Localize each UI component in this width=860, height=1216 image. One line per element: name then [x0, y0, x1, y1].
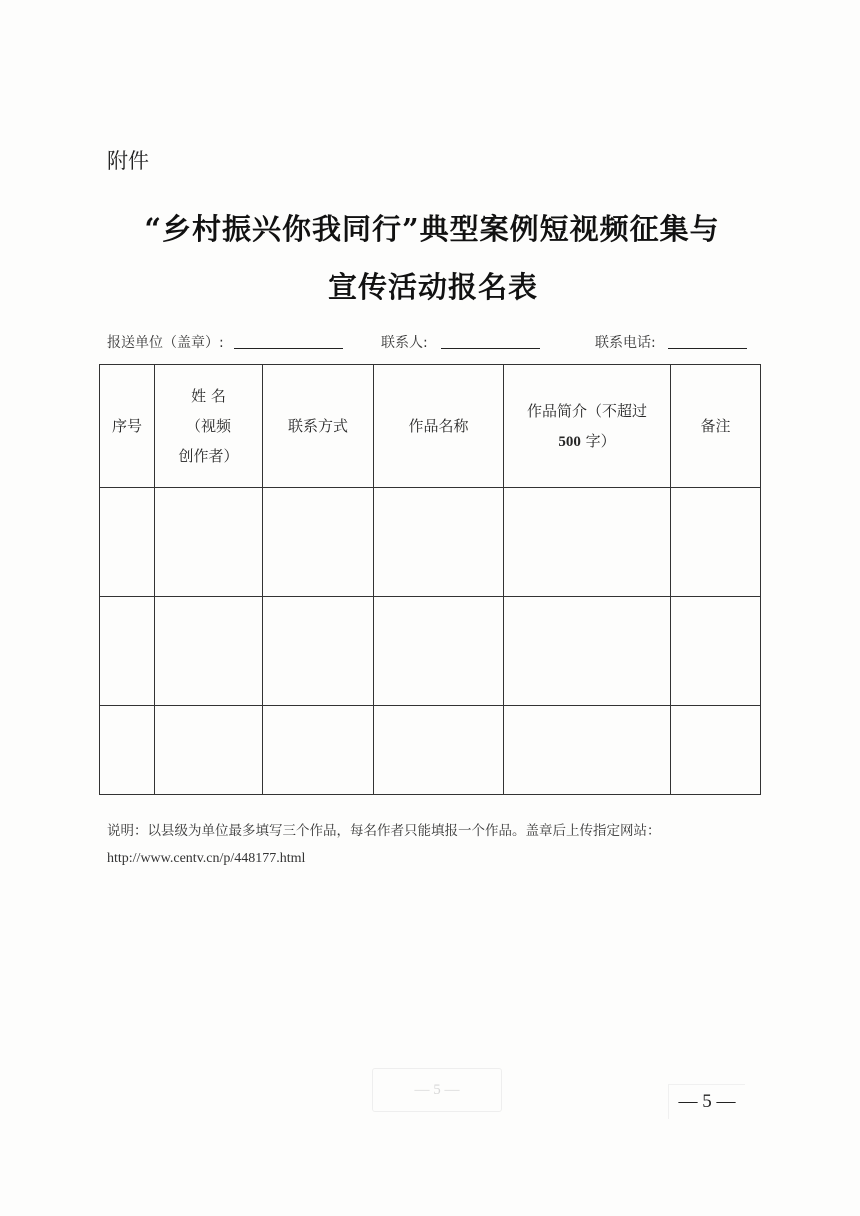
table-row: [100, 488, 761, 597]
header-remarks: 备注: [671, 365, 761, 488]
name-cell[interactable]: [155, 706, 263, 795]
work-title-cell[interactable]: [374, 597, 504, 706]
header-intro-line-1: 作品简介（不超过: [526, 401, 647, 420]
table-row: [100, 597, 761, 706]
header-intro-line-2: [508, 426, 666, 457]
registration-table: [99, 364, 761, 795]
name-cell[interactable]: [155, 597, 263, 706]
contact-cell[interactable]: [263, 488, 374, 597]
work-intro-cell[interactable]: [504, 488, 671, 597]
header-work-title: 作品名称: [374, 365, 504, 488]
serial-cell[interactable]: [100, 706, 155, 795]
header-name: [155, 365, 263, 488]
instructions-text: 说明：以县级为单位最多填写三个作品，每名作者只能填报一个作品。盖章后上传指定网站：: [107, 823, 661, 839]
header-serial: 序号: [100, 365, 155, 488]
header-contact: 联系方式: [263, 365, 374, 488]
work-intro-cell[interactable]: [504, 706, 671, 795]
submitting-unit-label: 报送单位（盖章）:: [107, 335, 224, 351]
contact-cell[interactable]: [263, 706, 374, 795]
contact-phone-label: 联系电话:: [595, 335, 656, 351]
attachment-label: 附件: [107, 149, 149, 173]
contact-person-label: 联系人:: [381, 335, 428, 351]
work-title-cell[interactable]: [374, 488, 504, 597]
contact-person-field[interactable]: [441, 348, 540, 349]
instructions-note: [107, 818, 767, 872]
contact-cell[interactable]: [263, 597, 374, 706]
document-title-line-2: 宣传活动报名表: [327, 270, 538, 304]
submitting-unit-field[interactable]: [234, 348, 343, 349]
table-header-row: [100, 365, 761, 488]
header-work-intro: [504, 365, 671, 488]
work-intro-cell[interactable]: [504, 597, 671, 706]
header-intro-word-limit: 500: [558, 433, 581, 450]
header-name-line-2: （视频: [185, 417, 231, 435]
remarks-cell[interactable]: [671, 706, 761, 795]
header-intro-line-2-rest: 字）: [580, 431, 616, 450]
serial-cell[interactable]: [100, 488, 155, 597]
contact-phone-field[interactable]: [668, 348, 747, 349]
table-row: [100, 706, 761, 795]
remarks-cell[interactable]: [671, 488, 761, 597]
faint-page-mark: — 5 —: [372, 1068, 502, 1112]
serial-cell[interactable]: [100, 597, 155, 706]
page-number: — 5 —: [668, 1084, 745, 1119]
remarks-cell[interactable]: [671, 597, 761, 706]
header-name-line-1: 姓 名: [191, 387, 226, 405]
work-title-cell[interactable]: [374, 706, 504, 795]
header-name-line-3: 创作者）: [178, 447, 239, 465]
upload-url: http://www.centv.cn/p/448177.html: [107, 851, 306, 866]
document-title-line-1: “乡村振兴你我同行”典型案例短视频征集与: [144, 212, 720, 246]
name-cell[interactable]: [155, 488, 263, 597]
